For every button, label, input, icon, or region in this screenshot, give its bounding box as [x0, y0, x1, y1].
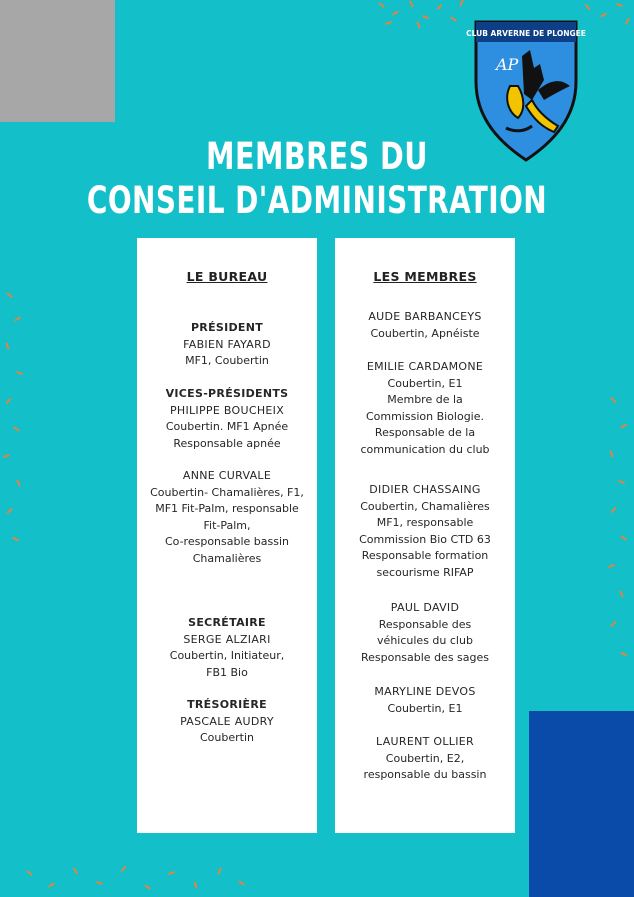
gray-corner-block [0, 0, 115, 122]
member-detail: Responsable de la [374, 426, 476, 439]
dash-pattern-top [370, 0, 470, 30]
member-detail: MF1, responsable [376, 516, 474, 529]
member-detail: MF1 Fit-Palm, responsable [155, 502, 299, 515]
member-name: LAURENT OLLIER [376, 735, 474, 748]
member-detail: Commission Bio CTD 63 [359, 532, 491, 546]
logo-monogram: AP [496, 55, 519, 74]
membres-heading: LES MEMBRES [373, 269, 477, 284]
member-detail: Responsable formation [361, 549, 489, 562]
member-detail: communication du club [360, 442, 490, 456]
member-detail: Coubertin, E1 [387, 701, 463, 715]
member-detail: Coubertin, E1 [387, 376, 463, 390]
dash-pattern-top-right [580, 0, 634, 30]
blue-corner-block [529, 711, 634, 897]
member-detail: MF1, Coubertin [185, 354, 269, 367]
member-detail: Coubertin, Apnéiste [370, 326, 480, 340]
member-detail: Responsable des [378, 617, 472, 631]
member-detail: Chamalières [192, 551, 262, 565]
membres-panel [335, 238, 515, 833]
member-name: SERGE ALZIARI [183, 632, 271, 646]
logo-text: CLUB ARVERNE DE PLONGEE [466, 29, 586, 38]
vice-presidents-block [137, 386, 317, 452]
member-detail: secourisme RIFAP [376, 565, 474, 579]
vice-president-2-block [137, 468, 317, 567]
member-detail: Membre de la [387, 393, 463, 406]
member-block [335, 309, 515, 342]
member-detail: Fit-Palm, [203, 518, 251, 532]
member-detail: Commission Biologie. [365, 409, 485, 423]
member-block [335, 684, 515, 717]
bureau-panel [137, 238, 317, 833]
role-label: PRÉSIDENT [190, 321, 264, 334]
bureau-heading: LE BUREAU [186, 269, 268, 284]
member-detail: Responsable des sages [360, 650, 490, 664]
member-detail: FB1 Bio [206, 665, 248, 679]
secretaire-block [137, 615, 317, 681]
member-detail: Coubertin- Chamalières, F1, [150, 485, 304, 499]
member-detail: Coubertin, E2, [385, 751, 465, 765]
member-name: ANNE CURVALE [182, 469, 272, 482]
title-line-1: MEMBRES DU [206, 135, 428, 178]
title-line-2: CONSEIL D'ADMINISTRATION [86, 179, 548, 222]
member-name: PASCALE AUDRY [180, 714, 274, 728]
role-label: VICES-PRÉSIDENTS [165, 387, 289, 400]
role-label: TRÉSORIÈRE [187, 698, 267, 711]
member-name: AUDE BARBANCEYS [368, 310, 482, 323]
page-title [0, 135, 634, 223]
member-detail: véhicules du club [377, 634, 473, 647]
dash-pattern-bottom [20, 862, 260, 897]
member-detail: Co-responsable bassin [164, 535, 290, 548]
member-name: MARYLINE DEVOS [374, 685, 476, 698]
member-detail: Coubertin [200, 731, 254, 744]
member-detail: Coubertin. MF1 Apnée [165, 420, 289, 433]
member-block [335, 359, 515, 458]
member-block [335, 734, 515, 784]
member-name: PAUL DAVID [390, 601, 460, 614]
dash-pattern-right [604, 395, 634, 685]
member-detail: Coubertin, Chamalières [360, 499, 490, 513]
member-detail: Responsable apnée [173, 436, 281, 450]
member-name: FABIEN FAYARD [183, 337, 271, 351]
member-block [335, 482, 515, 581]
member-block [335, 600, 515, 666]
president-block [137, 320, 317, 370]
member-name: PHILIPPE BOUCHEIX [169, 403, 285, 417]
member-detail: Coubertin, Initiateur, [169, 649, 285, 662]
tresoriere-block [137, 697, 317, 747]
member-name: EMILIE CARDAMONE [366, 360, 484, 373]
member-detail: responsable du bassin [363, 768, 487, 781]
dash-pattern-left [0, 290, 30, 560]
role-label: SECRÉTAIRE [188, 616, 266, 629]
member-name: DIDIER CHASSAING [369, 483, 481, 496]
